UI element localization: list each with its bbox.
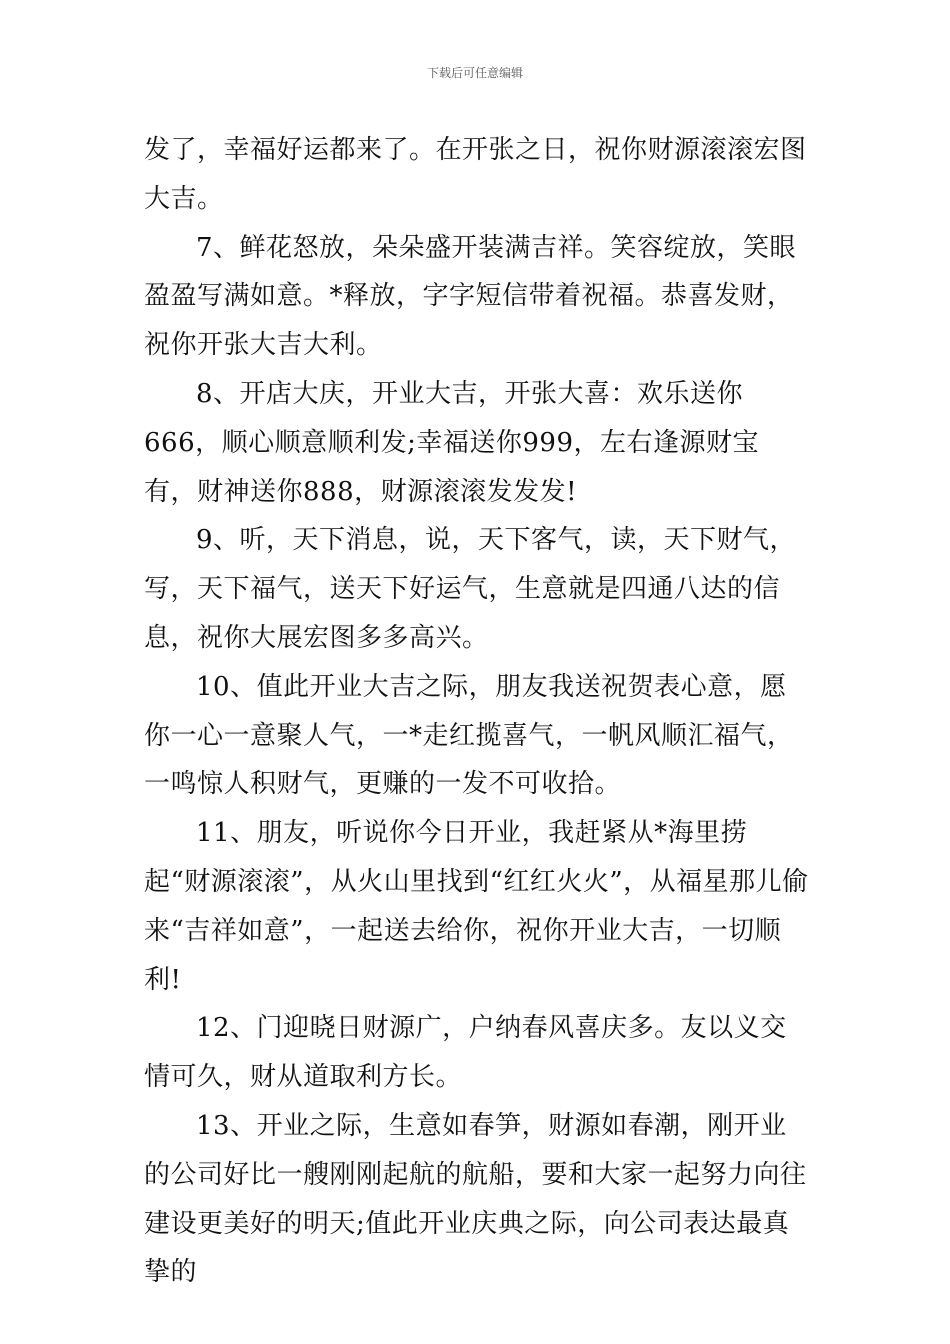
paragraph-item-10: 10、值此开业大吉之际，朋友我送祝贺表心意，愿你一心一意聚人气，一*走红揽喜气，一帆风顺汇福气，一鸣惊人积财气，更赚的一发不可收拾。 — [144, 671, 794, 800]
paragraph-item-7: 7、鲜花怒放，朵朵盛开装满吉祥。笑容绽放，笑眼盈盈写满如意。*释放，字字短信带着祝福。恭喜发财，祝你开张大吉大利。 — [144, 232, 797, 361]
paragraph-item-12: 12、门迎晓日财源广，户纳春风喜庆多。友以义交情可久，财从道取利方长。 — [144, 1013, 787, 1093]
paragraph-item-11: 11、朋友，听说你今日开业，我赶紧从*海里捞起“财源滚滚”，从火山里找到“红红火火”，从福星那儿偷来“吉祥如意”，一起送去给你，祝你开业大吉，一切顺利! — [144, 818, 809, 995]
paragraph-item-8: 8、开店大庆，开业大吉，开张大喜：欢乐送你666，顺心顺意顺利发;幸福送你999，左右逢源财宝有，财神送你888，财源滚滚发发发! — [144, 378, 760, 507]
paragraph-item-13: 13、开业之际，生意如春笋，财源如春潮，刚开业的公司好比一艘刚刚起航的航船，要和大家一起努力向往建设更美好的明天;值此开业庆典之际，向公司表达最真挚的 — [144, 1110, 807, 1288]
document-body — [144, 126, 810, 1297]
paragraph-continuation: 发了，幸福好运都来了。在开张之日，祝你财源滚滚宏图大吉。 — [144, 135, 807, 214]
paragraph-item-9: 9、听，天下消息，说，天下客气，读，天下财气，写，天下福气，送天下好运气，生意就是四通八达的信息，祝你大展宏图多多高兴。 — [144, 525, 797, 653]
header-note: 下载后可任意编辑 — [426, 66, 523, 80]
